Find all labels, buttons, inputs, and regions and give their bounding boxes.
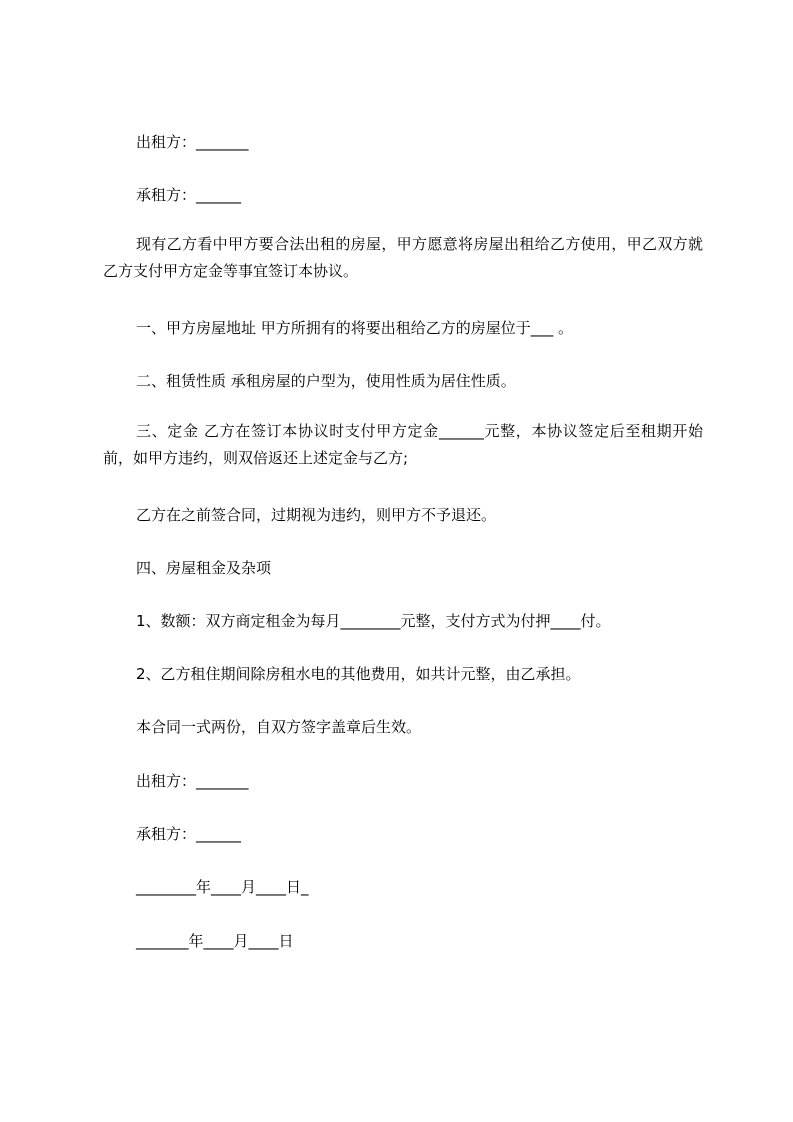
clause-4-item-2-other-fees: 2、乙方租住期间除房租水电的其他费用，如共计元整，由乙承担。 xyxy=(136,665,581,683)
lessee-signature-bottom: 承租方：______ xyxy=(136,825,242,843)
lessor-signature-top: 出租方：_______ xyxy=(136,133,249,151)
clause-3-deposit: 三、定金 乙方在签订本协议时支付甲方定金______元整，本协议签定后至租期开始前，如甲方违约，则双倍返还上述定金与乙方; xyxy=(103,422,703,467)
signing-date-1: ________年____月____日_ xyxy=(136,878,309,896)
clause-4-heading: 四、房屋租金及杂项 xyxy=(136,559,272,577)
clause-3-deposit-continued: 乙方在之前签合同，过期视为违约，则甲方不予退还。 xyxy=(136,506,497,524)
lessee-signature-top: 承租方：______ xyxy=(136,186,242,204)
clause-1-house-address: 一、甲方房屋地址 甲方所拥有的将要出租给乙方的房屋位于___ 。 xyxy=(136,319,574,337)
signing-date-2: _______年____月____日 xyxy=(136,932,294,950)
lessor-signature-bottom: 出租方：_______ xyxy=(136,772,249,790)
clause-2-lease-nature: 二、租赁性质 承租房屋的户型为，使用性质为居住性质。 xyxy=(136,372,516,390)
effective-clause: 本合同一式两份，自双方签字盖章后生效。 xyxy=(136,718,422,736)
intro-paragraph: 现有乙方看中甲方要合法出租的房屋，甲方愿意将房屋出租给乙方使用，甲乙双方就乙方支付甲方定金等事宜签订本协议。 xyxy=(103,235,703,280)
clause-4-item-1-rent-amount: 1、数额：双方商定租金为每月________元整，支付方式为付押____付。 xyxy=(136,612,611,630)
